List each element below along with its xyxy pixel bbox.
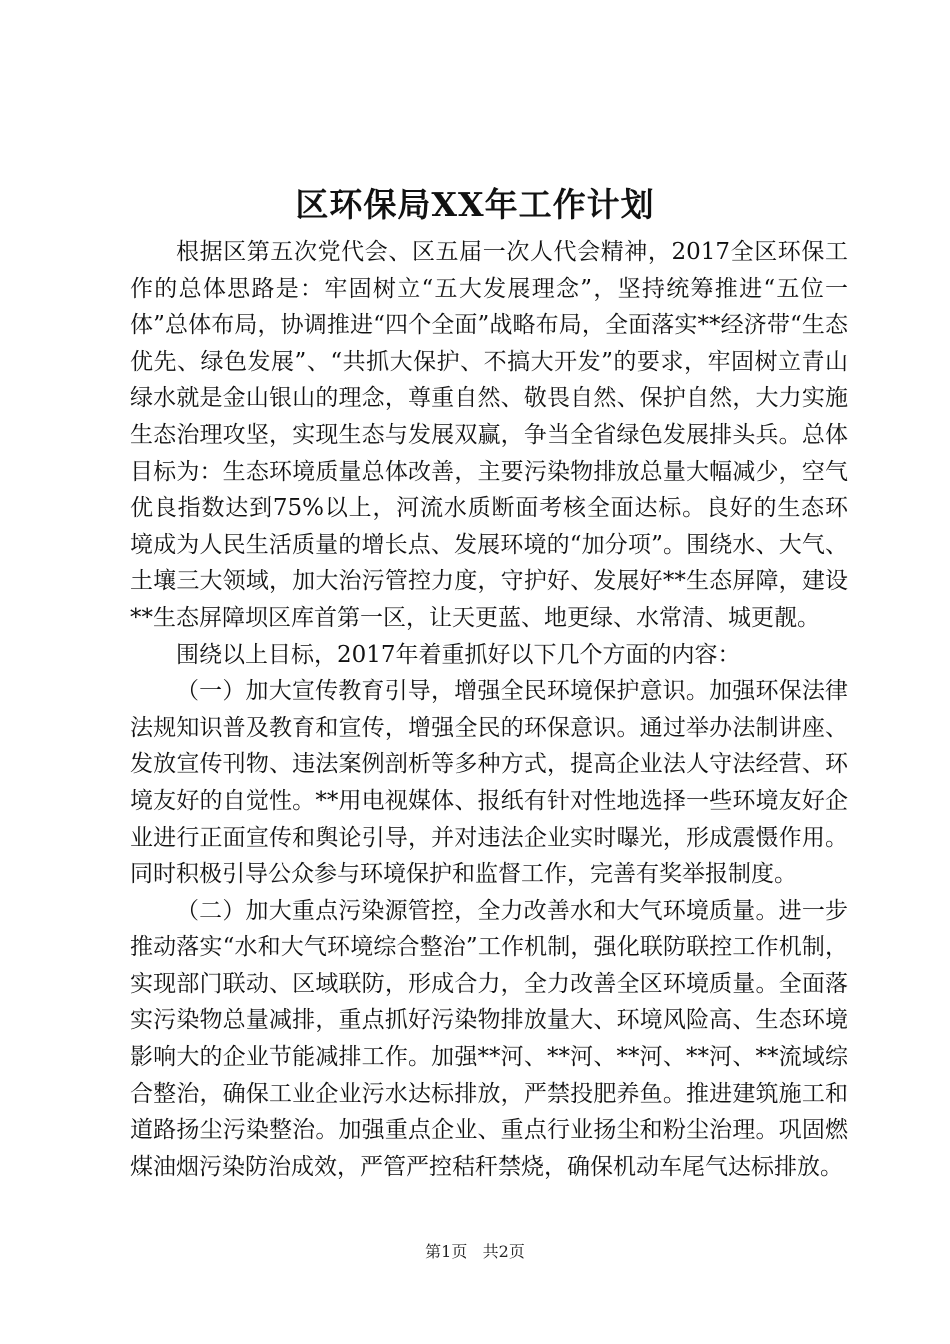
paragraph-section-2: （二）加大重点污染源管控，全力改善水和大气环境质量。进一步推动落实“水和大气环境综合整治”工作机制，强化联防联控工作机制，实现部门联动、区域联防，形成合力，全力改善全区环境质量。全面落实污染物总量减排，重点抓好污染物排放量大、环境风险高、生态环境影响大的企业节能减排工作。加强**河、**河、**河、**河、**流域综合整治，确保工业企业污水达标排放，严禁投肥养鱼。推进建筑施工和道路扬尘污染整治。加强重点企业、重点行业扬尘和粉尘治理。巩固燃煤油烟污染防治成效，严管严控秸秆禁烧，确保机动车尾气达标排放。	[130, 897, 848, 1180]
page-number: 第1页	[425, 1242, 468, 1261]
document-title: 区环保局XX年工作计划	[295, 185, 655, 224]
page-total: 共2页	[482, 1242, 525, 1261]
paragraph-section-1: （一）加大宣传教育引导，增强全民环境保护意识。加强环保法律法规知识普及教育和宣传，增强全民的环保意识。通过举办法制讲座、发放宣传刊物、违法案例剖析等多种方式，提高企业法人守法经营、环境友好的自觉性。**用电视媒体、报纸有针对性地选择一些环境友好企业进行正面宣传和舆论引导，并对违法企业实时曝光，形成震慑作用。同时积极引导公众参与环境保护和监督工作，完善有奖举报制度。	[130, 678, 848, 888]
page-footer	[0, 1241, 950, 1263]
paragraph-goals-lead: 围绕以上目标，2017年着重抓好以下几个方面的内容：	[176, 641, 741, 668]
paragraph-intro: 根据区第五次党代会、区五届一次人代会精神，2017全区环保工作的总体思路是：牢固树立“五大发展理念”，坚持统筹推进“五位一体”总体布局，协调推进“四个全面”战略布局，全面落实**经济带“生态优先、绿色发展”、“共抓大保护、不搞大开发”的要求，牢固树立青山绿水就是金山银山的理念，尊重自然、敬畏自然、保护自然，大力实施生态治理攻坚，实现生态与发展双赢，争当全省绿色发展排头兵。总体目标为：生态环境质量总体改善，主要污染物排放总量大幅减少，空气优良指数达到75%以上，河流水质断面考核全面达标。良好的生态环境成为人民生活质量的增长点、发展环境的“加分项”。围绕水、大气、土壤三大领域，加大治污管控力度，守护好、发展好**生态屏障，建设**生态屏障坝区库首第一区，让天更蓝、地更绿、水常清、城更靓。	[130, 239, 848, 631]
document-body	[130, 234, 848, 1185]
